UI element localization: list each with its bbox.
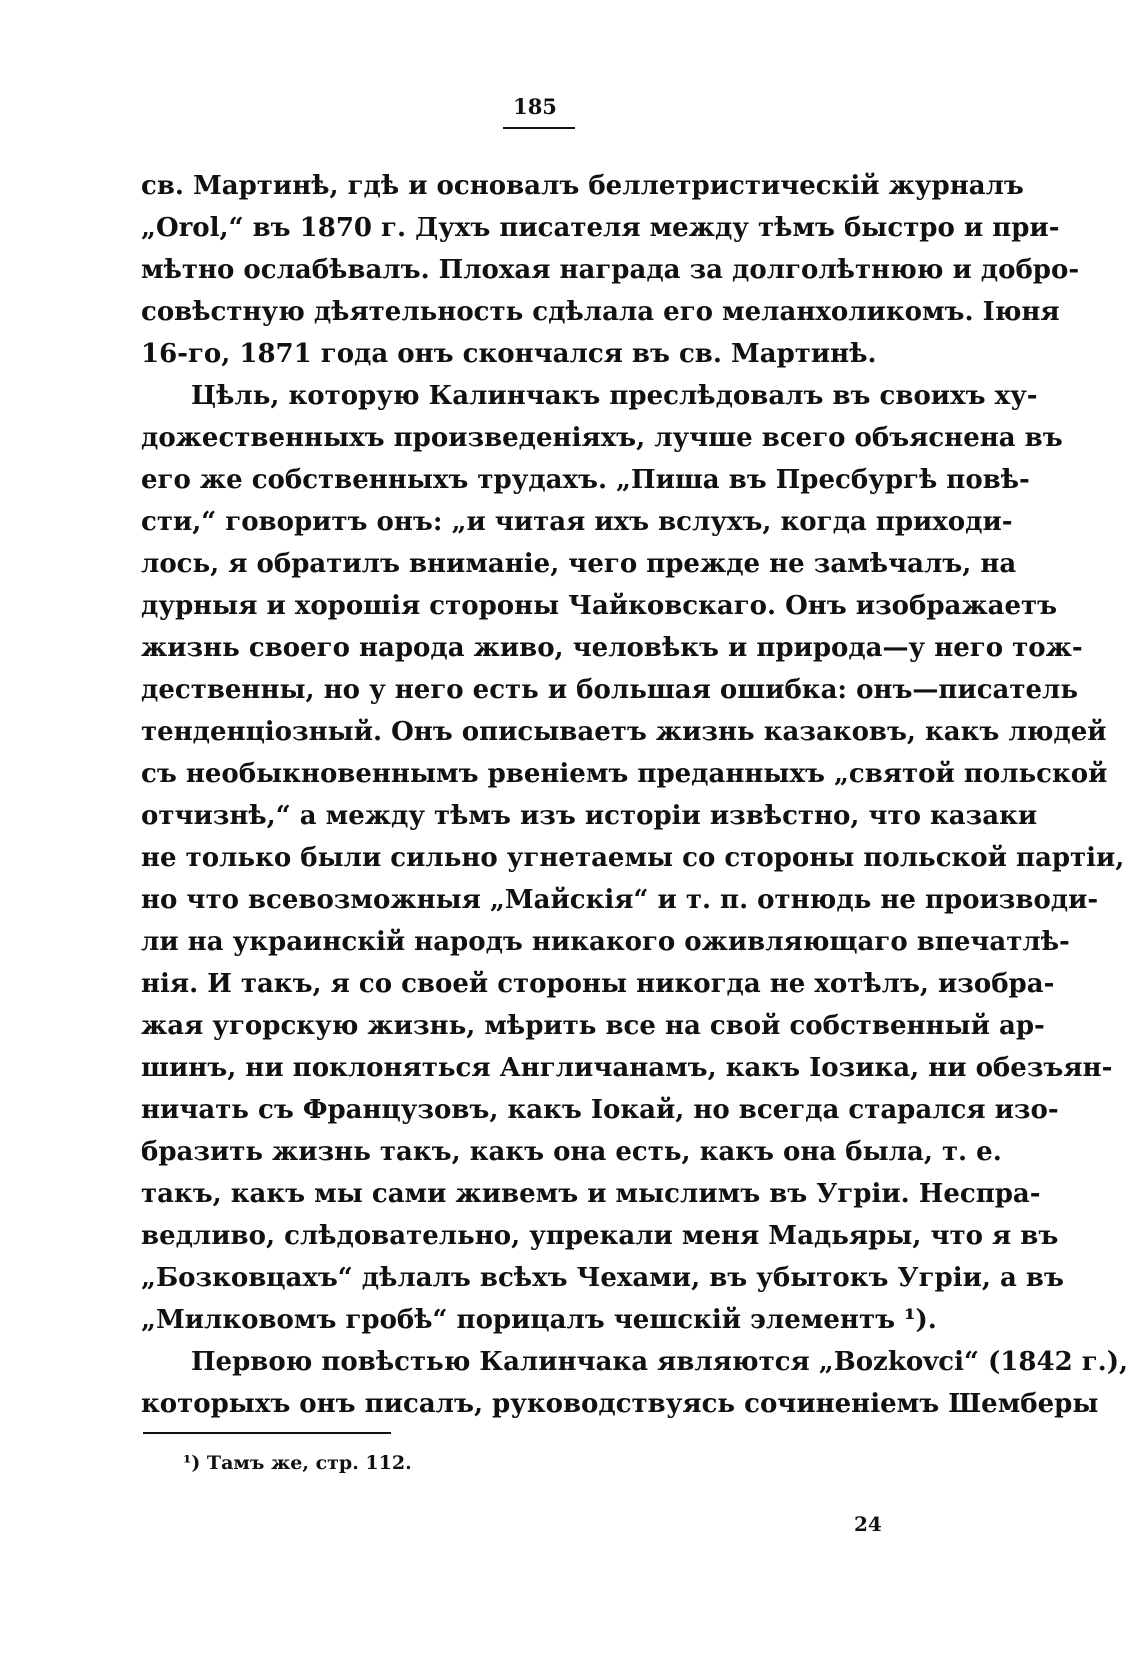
text-line: дурныя и хорошія стороны Чайковскаго. Онъ изображаетъ: [141, 591, 1058, 621]
text-line: мѣтно ослабѣвалъ. Плохая награда за долголѣтнюю и добро-: [141, 255, 1080, 285]
text-line: совѣстную дѣятельность сдѣлала его меланхоликомъ. Іюня: [141, 297, 1060, 327]
text-line: лось, я обратилъ вниманіе, чего прежде не замѣчалъ, на: [141, 549, 1017, 579]
text-line: Цѣль, которую Калинчакъ преслѣдовалъ въ своихъ ху-: [191, 381, 1038, 411]
text-line: шинъ, ни поклоняться Англичанамъ, какъ Іозика, ни обезъян-: [141, 1053, 1113, 1083]
text-line: „Бозковцахъ“ дѣлалъ всѣхъ Чехами, въ убытокъ Угріи, а въ: [141, 1263, 1064, 1293]
text-line: ли на украинскій народъ никакого оживляющаго впечатлѣ-: [141, 927, 1070, 957]
text-line: которыхъ онъ писалъ, руководствуясь сочиненіемъ Шемберы: [141, 1389, 1099, 1419]
text-line: отчизнѣ,“ а между тѣмъ изъ исторіи извѣстно, что казаки: [141, 801, 1038, 831]
text-line: съ необыкновеннымъ рвеніемъ преданныхъ „святой польской: [141, 759, 1108, 789]
signature-mark: 24: [854, 1512, 882, 1536]
text-line: сти,“ говоритъ онъ: „и читая ихъ вслухъ, когда приходи-: [141, 507, 1013, 537]
page-number: 185: [513, 94, 557, 119]
text-line: „Orol,“ въ 1870 г. Духъ писателя между тѣмъ быстро и при-: [141, 213, 1060, 243]
body-text: [141, 165, 1129, 1425]
text-line: его же собственныхъ трудахъ. „Пиша въ Пресбургѣ повѣ-: [141, 465, 1030, 495]
text-line: Первою повѣстью Калинчака являются „Bozkovci“ (1842 г.),: [191, 1347, 1129, 1377]
text-line: ведливо, слѣдовательно, упрекали меня Мадьяры, что я въ: [141, 1221, 1059, 1251]
page-number-rule: [503, 127, 575, 129]
text-line: но что всевозможныя „Майскія“ и т. п. отнюдь не производи-: [141, 885, 1099, 915]
text-line: св. Мартинѣ, гдѣ и основалъ беллетристическій журналъ: [141, 171, 1024, 201]
text-line: такъ, какъ мы сами живемъ и мыслимъ въ Угріи. Неспра-: [141, 1179, 1041, 1209]
text-line: тенденціозный. Онъ описываетъ жизнь казаковъ, какъ людей: [141, 717, 1107, 747]
text-line: жая угорскую жизнь, мѣрить все на свой собственный ар-: [141, 1011, 1045, 1041]
text-line: дожественныхъ произведеніяхъ, лучше всего объяснена въ: [141, 423, 1063, 453]
text-line: ничать съ Французовъ, какъ Іокай, но всегда старался изо-: [141, 1095, 1059, 1125]
text-line: жизнь своего народа живо, человѣкъ и природа—у него тож-: [141, 633, 1083, 663]
text-line: „Милковомъ гробѣ“ порицалъ чешскій элементъ ¹).: [141, 1305, 937, 1335]
text-line: дественны, но у него есть и большая ошибка: онъ—писатель: [141, 675, 1079, 705]
text-line: нія. И такъ, я со своей стороны никогда не хотѣлъ, изобра-: [141, 969, 1055, 999]
text-line: бразить жизнь такъ, какъ она есть, какъ она была, т. е.: [141, 1137, 1002, 1167]
footnote-rule: [143, 1432, 391, 1434]
footnote: ¹) Тамъ же, стр. 112.: [183, 1452, 412, 1474]
text-line: не только были сильно угнетаемы со стороны польской партіи,: [141, 843, 1125, 873]
text-line: 16-го, 1871 года онъ скончался въ св. Мартинѣ.: [141, 339, 877, 369]
